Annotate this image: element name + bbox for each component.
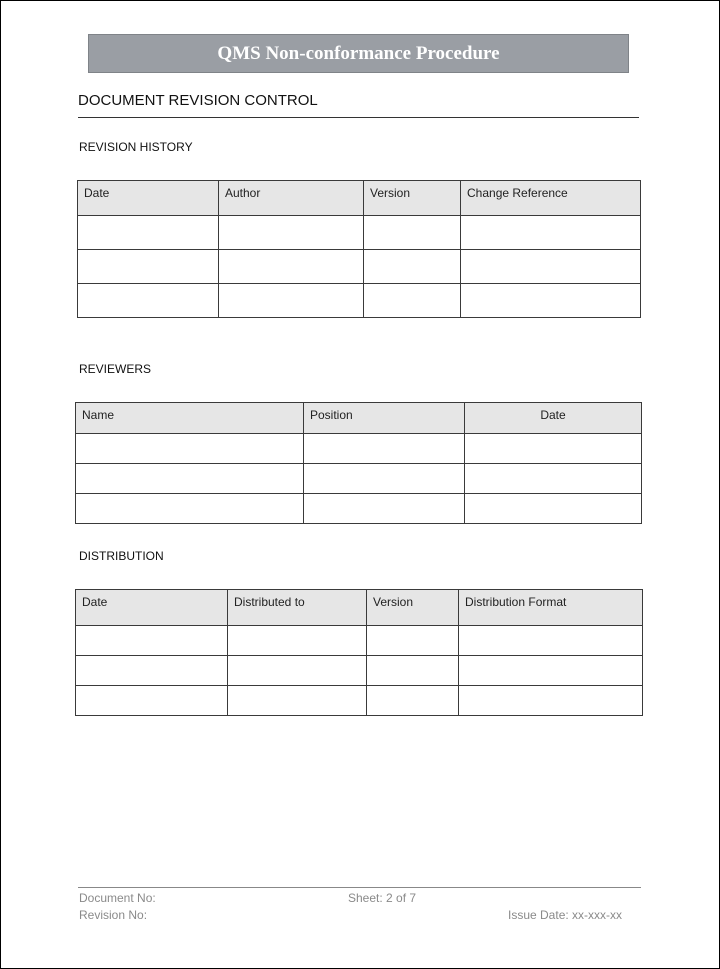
column-header-change-reference: Change Reference <box>461 181 641 216</box>
column-header-version: Version <box>367 590 459 626</box>
footer-divider <box>78 887 641 888</box>
column-header-position: Position <box>304 403 465 434</box>
column-header-version: Version <box>364 181 461 216</box>
document-title: QMS Non-conformance Procedure <box>217 42 500 64</box>
reviewers-table <box>75 402 642 524</box>
table-row <box>76 686 643 716</box>
table-cell[interactable] <box>465 494 642 524</box>
column-header-date: Date <box>76 590 228 626</box>
table-cell[interactable] <box>459 626 643 656</box>
table-cell[interactable] <box>364 250 461 284</box>
table-cell[interactable] <box>76 464 304 494</box>
table-cell[interactable] <box>465 434 642 464</box>
column-header-date: Date <box>465 403 642 434</box>
column-header-author: Author <box>219 181 364 216</box>
distribution-label: DISTRIBUTION <box>79 549 164 563</box>
table-cell[interactable] <box>228 686 367 716</box>
table-cell[interactable] <box>459 686 643 716</box>
table-row <box>78 216 641 250</box>
table-cell[interactable] <box>228 656 367 686</box>
column-header-name: Name <box>76 403 304 434</box>
table-row <box>76 494 642 524</box>
table-cell[interactable] <box>78 250 219 284</box>
table-cell[interactable] <box>461 250 641 284</box>
column-header-distributed-to: Distributed to <box>228 590 367 626</box>
table-cell[interactable] <box>78 216 219 250</box>
table-cell[interactable] <box>78 284 219 318</box>
table-cell[interactable] <box>367 656 459 686</box>
table-cell[interactable] <box>364 284 461 318</box>
issue-date: Issue Date: xx-xxx-xx <box>508 908 623 922</box>
table-cell[interactable] <box>76 686 228 716</box>
table-cell[interactable] <box>219 284 364 318</box>
table-row <box>78 284 641 318</box>
table-header-row <box>78 181 641 216</box>
table-cell[interactable] <box>76 626 228 656</box>
revision-history-label: REVISION HISTORY <box>79 140 193 154</box>
table-header-row <box>76 403 642 434</box>
heading-divider <box>78 117 639 118</box>
table-row <box>76 656 643 686</box>
revision-history-table <box>77 180 641 318</box>
table-cell[interactable] <box>304 494 465 524</box>
reviewers-label: REVIEWERS <box>79 362 152 376</box>
document-number-label: Document No: <box>79 891 156 905</box>
column-header-date: Date <box>78 181 219 216</box>
table-cell[interactable] <box>461 216 641 250</box>
table-cell[interactable] <box>228 626 367 656</box>
table-cell[interactable] <box>304 434 465 464</box>
table-row <box>78 250 641 284</box>
table-cell[interactable] <box>461 284 641 318</box>
section-heading: DOCUMENT REVISION CONTROL <box>78 92 318 109</box>
table-header-row <box>76 590 643 626</box>
table-cell[interactable] <box>459 656 643 686</box>
table-cell[interactable] <box>219 250 364 284</box>
revision-number-label: Revision No: <box>79 908 148 922</box>
table-cell[interactable] <box>219 216 364 250</box>
distribution-table <box>75 589 643 716</box>
table-row <box>76 464 642 494</box>
column-header-distribution-format: Distribution Format <box>459 590 643 626</box>
table-cell[interactable] <box>364 216 461 250</box>
table-row <box>76 626 643 656</box>
table-cell[interactable] <box>367 626 459 656</box>
sheet-number: Sheet: 2 of 7 <box>348 891 417 905</box>
table-cell[interactable] <box>76 494 304 524</box>
table-cell[interactable] <box>304 464 465 494</box>
table-cell[interactable] <box>465 464 642 494</box>
title-banner <box>88 34 629 73</box>
table-cell[interactable] <box>367 686 459 716</box>
table-row <box>76 434 642 464</box>
table-cell[interactable] <box>76 434 304 464</box>
table-cell[interactable] <box>76 656 228 686</box>
